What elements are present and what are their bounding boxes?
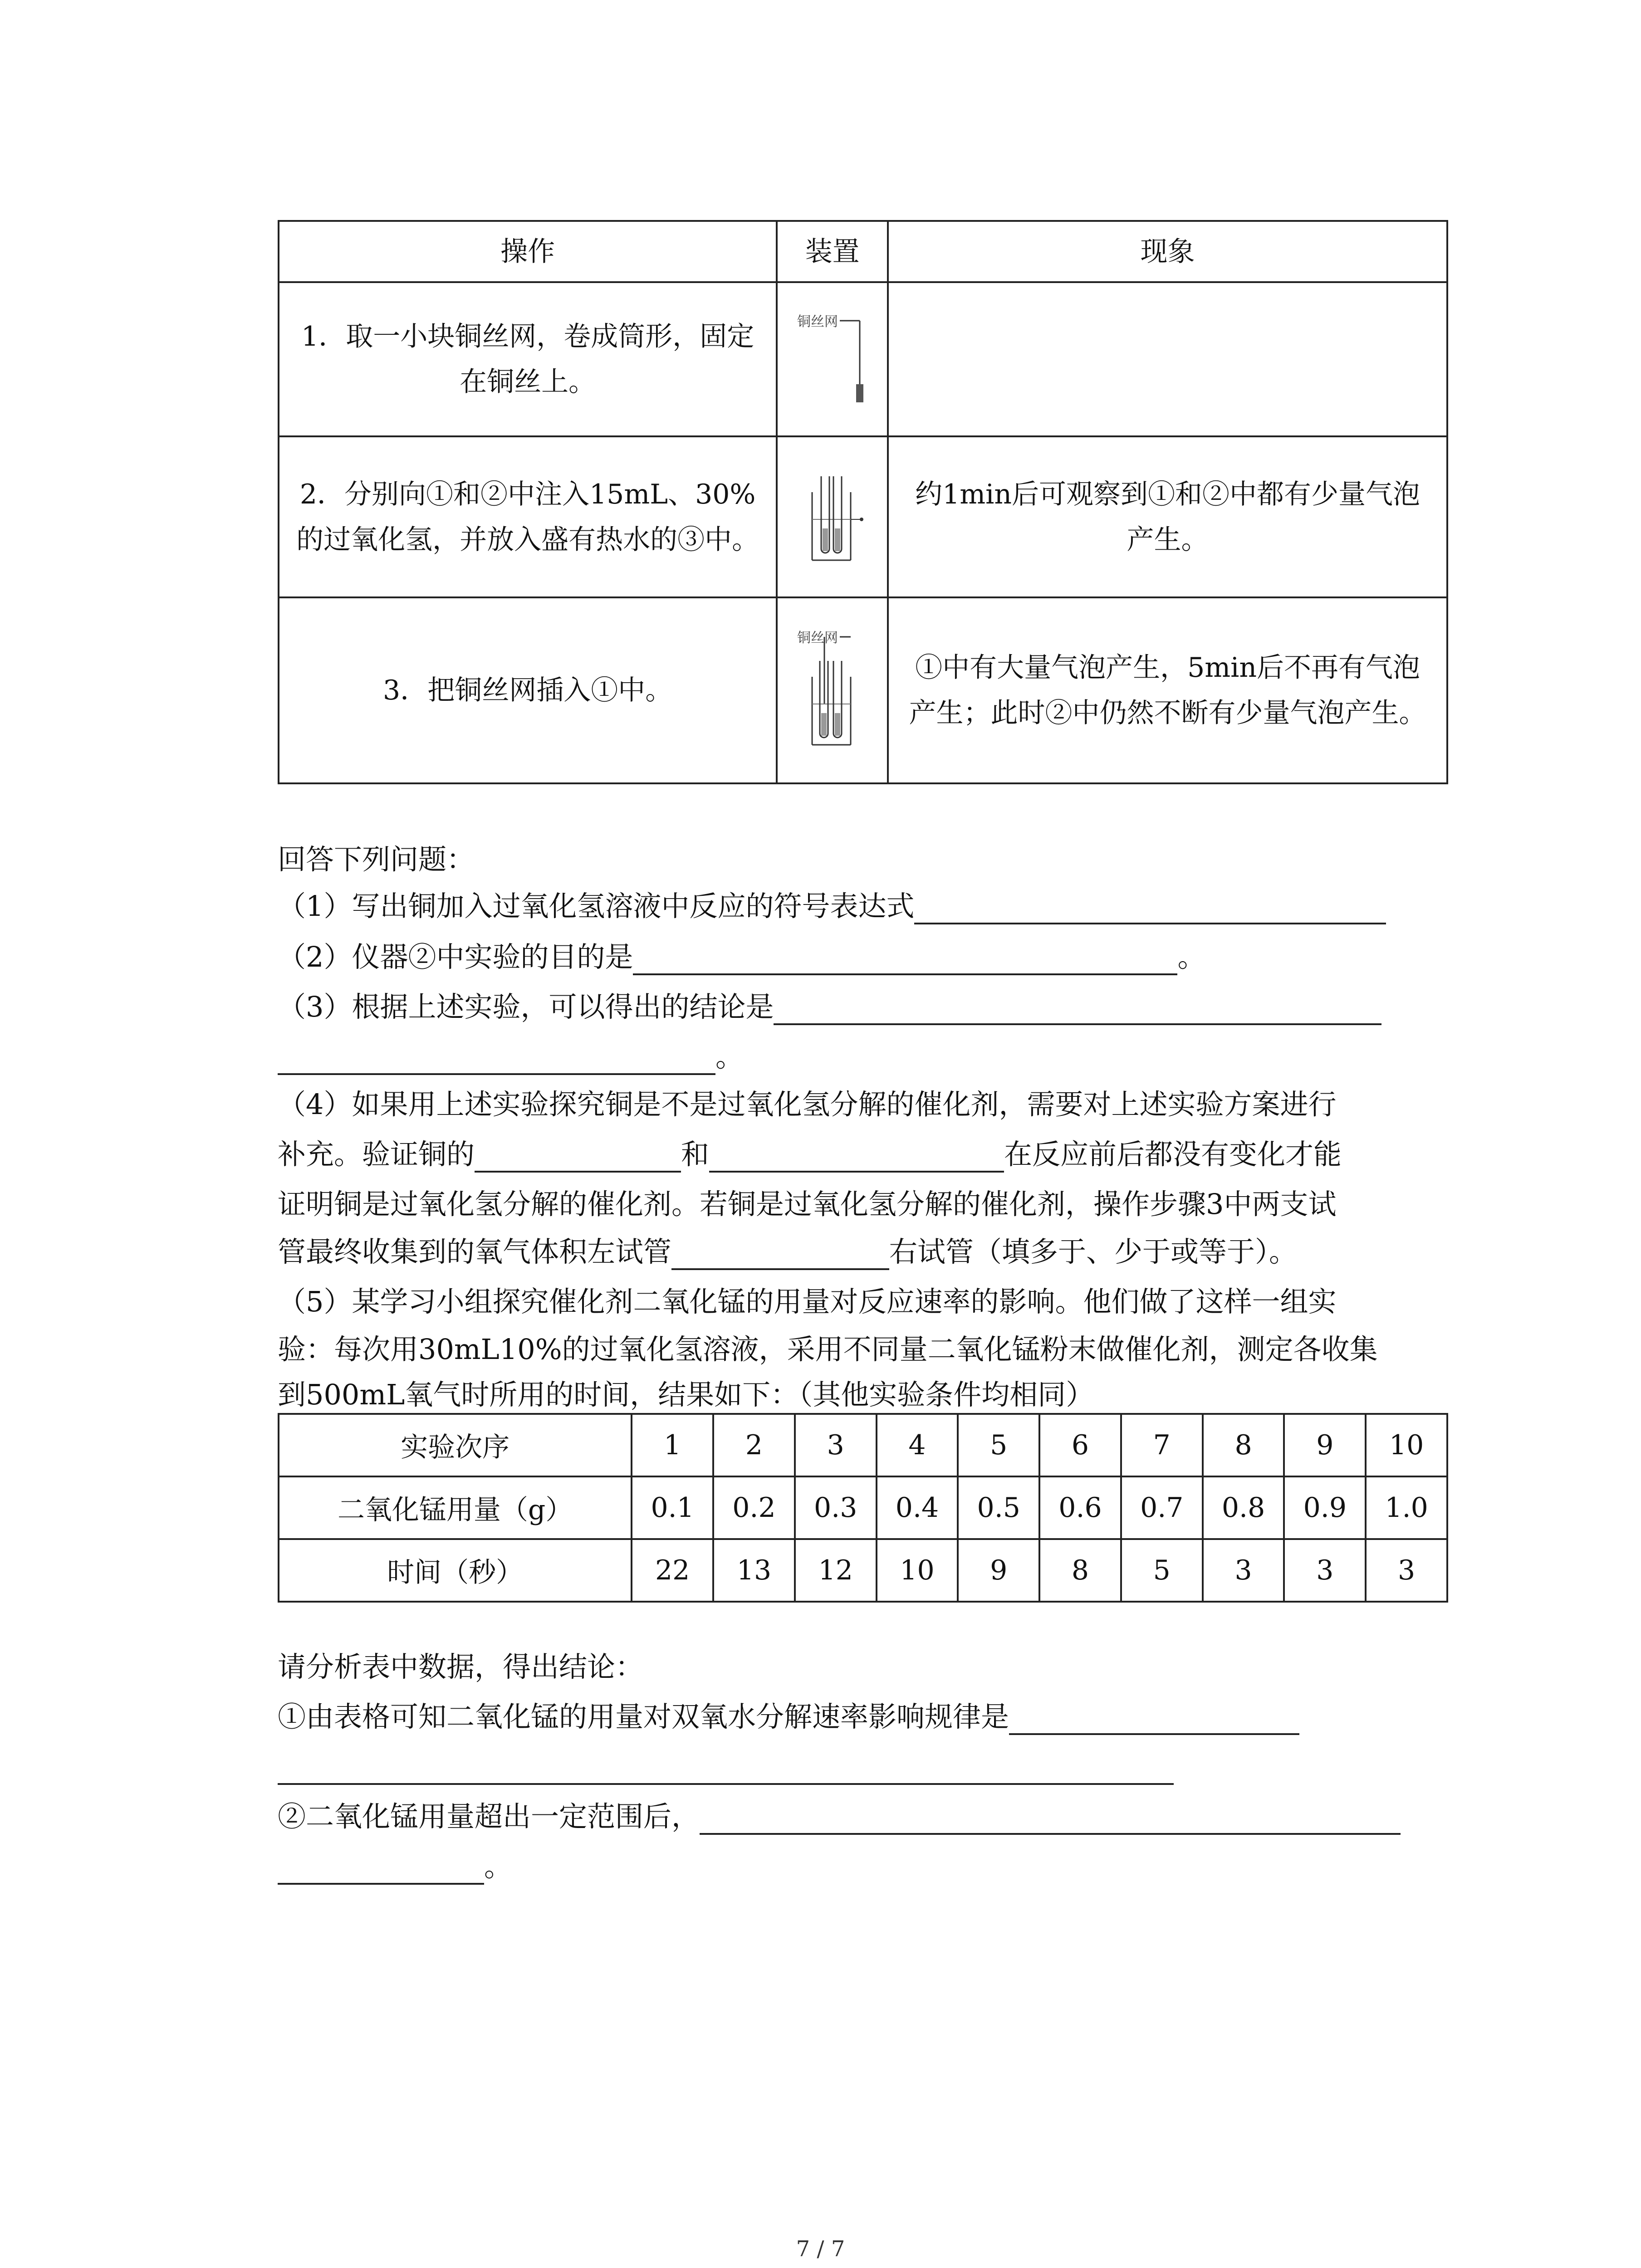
question-3: （3）根据上述实验，可以得出的结论是 [278, 989, 1381, 1025]
copper-mesh-diagram [796, 307, 869, 411]
order-cell: 9 [1284, 1414, 1366, 1476]
phenomenon-2: 约1min后可观察到①和②中都有少量气泡产生。 [888, 436, 1447, 597]
row-mno2 [279, 1476, 1447, 1539]
time-cell: 8 [1039, 1539, 1121, 1602]
operation-1: 1．取一小块铜丝网，卷成筒形，固定在铜丝上。 [279, 282, 777, 436]
header-operation: 操作 [279, 221, 777, 282]
order-cell: 4 [877, 1414, 958, 1476]
mno2-cell: 0.7 [1121, 1476, 1203, 1539]
answer-blank-q4a[interactable] [475, 1142, 681, 1173]
time-cell: 13 [713, 1539, 795, 1602]
order-cell: 1 [632, 1414, 713, 1476]
mno2-cell: 0.1 [632, 1476, 713, 1539]
device-1 [777, 282, 888, 436]
row-label-time: 时间（秒） [279, 1539, 632, 1602]
time-cell: 3 [1203, 1539, 1284, 1602]
question-5-line2: 验：每次用30mL10%的过氧化氢溶液，采用不同量二氧化锰粉末做催化剂，测定各收集 [278, 1333, 1378, 1366]
answer-blank-q1[interactable] [914, 894, 1386, 924]
order-cell: 10 [1366, 1414, 1447, 1476]
answer-blank-a1b[interactable] [278, 1754, 1174, 1785]
page-number: 7 / 7 [796, 2236, 845, 2262]
question-4-line1: （4）如果用上述实验探究铜是不是过氧化氢分解的催化剂，需要对上述实验方案进行 [278, 1088, 1337, 1121]
device-2 [777, 436, 888, 597]
answer-blank-a2a[interactable] [700, 1804, 1401, 1835]
answer-blank-q4c[interactable] [671, 1239, 889, 1270]
row-time [279, 1539, 1447, 1602]
analysis-1: ①由表格可知二氧化锰的用量对双氧水分解速率影响规律是 [278, 1699, 1299, 1735]
question-1: （1）写出铜加入过氧化氢溶液中反应的符号表达式 [278, 888, 1386, 924]
order-cell: 5 [958, 1414, 1039, 1476]
operation-2: 2．分别向①和②中注入15mL、30%的过氧化氢，并放入盛有热水的③中。 [279, 436, 777, 597]
mno2-cell: 0.6 [1039, 1476, 1121, 1539]
answer-blank-a2b[interactable] [278, 1854, 484, 1885]
analysis-intro: 请分析表中数据，得出结论： [278, 1650, 644, 1683]
header-phenomenon: 现象 [888, 221, 1447, 282]
order-cell: 3 [795, 1414, 877, 1476]
analysis-2: ②二氧化锰用量超出一定范围后， [278, 1799, 1401, 1835]
question-5-line1: （5）某学习小组探究催化剂二氧化锰的用量对反应速率的影响。他们做了这样一组实 [278, 1285, 1337, 1318]
questions-intro: 回答下列问题： [278, 843, 475, 876]
question-4-line4: 管最终收集到的氧气体积左试管 右试管（填多于、少于或等于）。 [278, 1234, 1297, 1270]
answer-blank-q2[interactable] [633, 944, 1177, 975]
copper-mesh-label: 铜丝网 [797, 314, 838, 330]
operation-3: 3．把铜丝网插入①中。 [279, 597, 777, 783]
mno2-cell: 0.4 [877, 1476, 958, 1539]
experiment-table [278, 220, 1448, 784]
analysis-2-cont: 。 [278, 1848, 512, 1885]
answer-blank-q4b[interactable] [709, 1142, 1004, 1173]
mno2-cell: 0.2 [713, 1476, 795, 1539]
order-cell: 6 [1039, 1414, 1121, 1476]
row-order [279, 1414, 1447, 1476]
time-cell: 12 [795, 1539, 877, 1602]
mno2-cell: 1.0 [1366, 1476, 1447, 1539]
time-cell: 10 [877, 1539, 958, 1602]
row-label-order: 实验次序 [279, 1414, 632, 1476]
device-3 [777, 597, 888, 783]
mno2-cell: 0.8 [1203, 1476, 1284, 1539]
question-4-line2: 补充。验证铜的 和 在反应前后都没有变化才能 [278, 1136, 1342, 1173]
answer-blank-q3a[interactable] [774, 994, 1381, 1025]
copper-mesh-label: 铜丝网 [797, 630, 838, 646]
mno2-cell: 0.9 [1284, 1476, 1366, 1539]
phenomenon-1 [888, 282, 1447, 436]
order-cell: 8 [1203, 1414, 1284, 1476]
order-cell: 7 [1121, 1414, 1203, 1476]
header-device: 装置 [777, 221, 888, 282]
question-2: （2）仪器②中实验的目的是 。 [278, 939, 1205, 975]
time-cell: 22 [632, 1539, 713, 1602]
time-cell: 3 [1366, 1539, 1447, 1602]
time-cell: 9 [958, 1539, 1039, 1602]
row-label-mno2: 二氧化锰用量（g） [279, 1476, 632, 1539]
order-cell: 2 [713, 1414, 795, 1476]
answer-blank-a1a[interactable] [1009, 1704, 1299, 1735]
phenomenon-3: ①中有大量气泡产生，5min后不再有气泡产生；此时②中仍然不断有少量气泡产生。 [888, 597, 1447, 783]
time-cell: 5 [1121, 1539, 1203, 1602]
mno2-data-table [278, 1413, 1448, 1603]
beaker-test-tubes-diagram [796, 465, 869, 569]
question-5-line3: 到500mL氧气时所用的时间，结果如下：（其他实验条件均相同） [278, 1378, 1094, 1411]
analysis-1-cont [278, 1749, 1174, 1785]
question-4-line3: 证明铜是过氧化氢分解的催化剂。若铜是过氧化氢分解的催化剂，操作步骤3中两支试 [278, 1188, 1337, 1221]
mno2-cell: 0.3 [795, 1476, 877, 1539]
time-cell: 3 [1284, 1539, 1366, 1602]
answer-blank-q3b[interactable] [278, 1044, 715, 1075]
beaker-copper-mesh-diagram [796, 627, 869, 754]
mno2-cell: 0.5 [958, 1476, 1039, 1539]
question-3-cont: 。 [278, 1039, 744, 1075]
